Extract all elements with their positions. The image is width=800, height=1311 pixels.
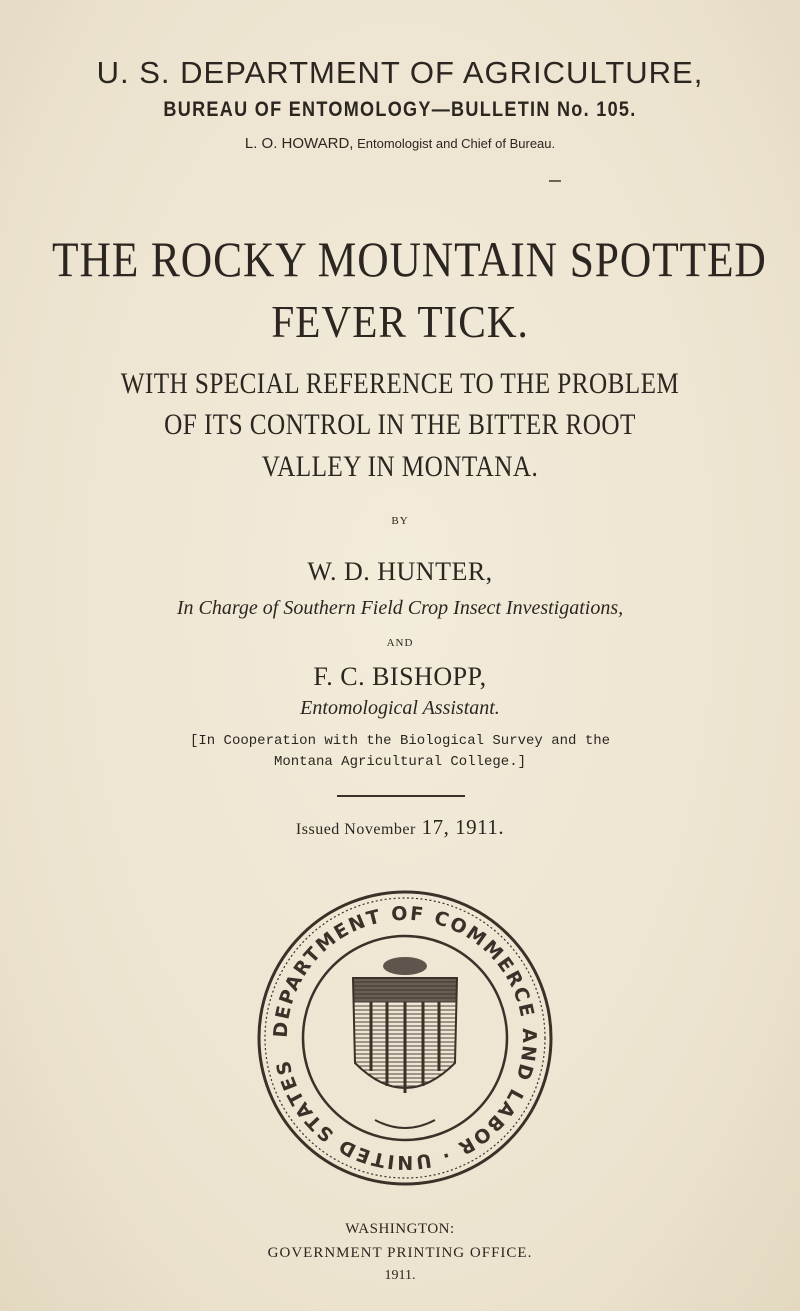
main-title-line-2: FEVER TICK. — [271, 296, 529, 347]
issued-label: Issued November — [295, 821, 416, 838]
svg-text:DEPARTMENT OF COMMERCE AND LAB: DEPARTMENT OF COMMERCE AND LABOR · UNITED STATES — [269, 902, 541, 1174]
chief-title: Entomologist and Chief of Bureau. — [357, 136, 556, 151]
chief-name: L. O. HOWARD, — [244, 135, 354, 152]
cooperation-line-1: [In Cooperation with the Biological Survey and the — [189, 733, 611, 749]
cooperation-line-2: Montana Agricultural College.] — [273, 754, 527, 770]
by-label: BY — [391, 515, 409, 527]
subtitle-line-3: VALLEY IN MONTANA. — [261, 450, 539, 483]
author-1-name: W. D. HUNTER, — [307, 557, 493, 586]
author-2-role: Entomological Assistant. — [300, 697, 500, 719]
divider-rule — [337, 795, 465, 797]
imprint-office: GOVERNMENT PRINTING OFFICE. — [267, 1245, 533, 1261]
and-label: AND — [386, 637, 414, 649]
bureau-bulletin-line: BUREAU OF ENTOMOLOGY—BULLETIN No. 105. — [163, 98, 637, 121]
decorative-dash — [549, 180, 561, 182]
department-heading: U. S. DEPARTMENT OF AGRICULTURE, — [96, 55, 704, 90]
author-2-name: F. C. BISHOPP, — [313, 662, 487, 691]
subtitle-line-2: OF ITS CONTROL IN THE BITTER ROOT — [164, 408, 636, 441]
issued-date-value: 17, 1911. — [421, 815, 505, 839]
main-title-line-1: THE ROCKY MOUNTAIN SPOTTED — [52, 231, 767, 287]
imprint-year: 1911. — [384, 1268, 416, 1283]
department-seal-icon — [255, 888, 555, 1188]
chief-line — [0, 135, 800, 152]
imprint-city: WASHINGTON: — [345, 1221, 455, 1237]
issued-date — [0, 815, 800, 840]
subtitle-line-1: WITH SPECIAL REFERENCE TO THE PROBLEM — [120, 367, 680, 400]
author-1-role: In Charge of Southern Field Crop Insect Investigations, — [176, 597, 624, 619]
